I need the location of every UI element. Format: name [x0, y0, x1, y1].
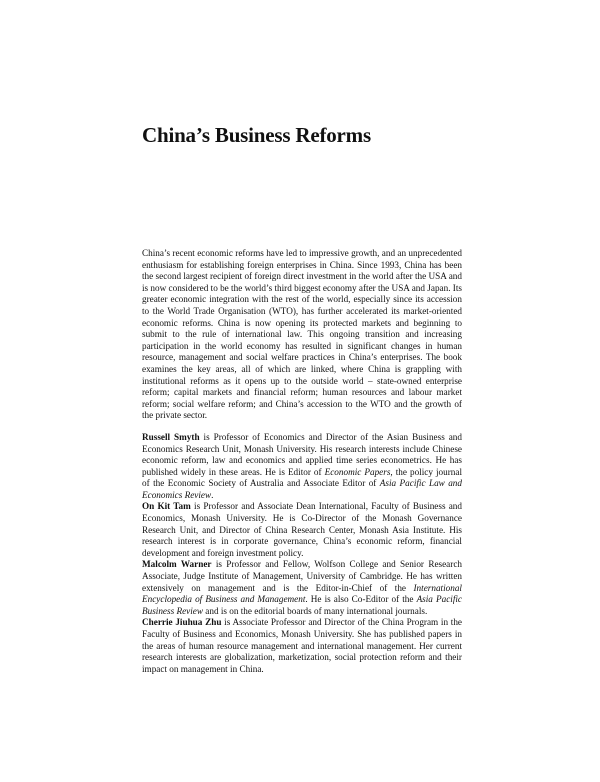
author-name: Russell Smyth [142, 431, 200, 442]
journal-title: Asia Pacific Law and Economics Review [142, 478, 462, 500]
bio-text: , the policy journal of the Economic Society of Australia and Associate Editor of [142, 466, 462, 489]
author-bio-warner [142, 559, 462, 617]
journal-title: Economic Papers [324, 466, 391, 477]
author-bio-smyth [142, 432, 462, 502]
bio-text: is Professor and Associate Dean International, Faculty of Business and Economics, Monash University. He is Co-Director of the Monash Governance Research Unit, and Director of China Research Center, Monash Asia Institute. His research interest is in corporate governance, China’s economic reform, financial development and foreign investment policy. [142, 501, 462, 558]
bio-text: . He is also Co-Editor of the [305, 594, 417, 605]
author-bio-tam [142, 501, 462, 559]
publication-title: International Encyclopedia of Business and Management [142, 582, 462, 605]
author-bio-zhu [142, 617, 462, 675]
journal-title: Asia Pacific Business Review [142, 594, 463, 616]
book-description [142, 248, 462, 675]
author-name: On Kit Tam [142, 501, 191, 512]
author-name: Malcolm Warner [142, 559, 212, 570]
bio-text: . [211, 489, 214, 500]
bio-text: is Professor and Fellow, Wolfson College and Senior Research Associate, Judge Institute of Management, University of Cambridge. He has written extensively on management and is the Editor-in-Chief of the [142, 559, 462, 593]
bio-text: and is on the editorial boards of many international journals. [202, 605, 428, 616]
blurb-paragraph: China’s recent economic reforms have led to impressive growth, and an unprecedented enthusiasm for establishing foreign enterprises in China. Since 1993, China has been the second largest recipient of foreign direct investment in the world after the USA and is now considered to be the world’s third biggest economy after the USA and Japan. Its greater economic integration with the rest of the world, especially since its accession to the World Trade Organisation (WTO), has further accelerated its market-oriented economic reforms. China is now opening its protected markets and beginning to submit to the rule of international law. This ongoing transition and increasing participation in the world economy has resulted in significant changes in human resource, management and social welfare practices in China’s enterprises. The book examines the key areas, all of which are linked, where China is grappling with institutional reforms as it opens up to the outside world – state-owned enterprise reform; capital markets and financial reform; human resources and labour market reform; social welfare reform; and China’s accession to the WTO and the growth of the private sector. [142, 248, 462, 421]
author-name: Cherrie Jiuhua Zhu [142, 617, 222, 628]
bio-text: is Associate Professor and Director of the China Program in the Faculty of Business and Economics, Monash University. She has published papers in the areas of human resource management and international management. Her current research interests are globalization, marketization, social protection reform and their impact on management in China. [142, 617, 462, 674]
book-title: China’s Business Reforms [142, 123, 371, 147]
bio-text: is Professor of Economics and Director of the Asian Business and Economics Research Unit, Monash University. His research interests include Chinese economic reform, law and economics and applied time series econometrics. He has published widely in these areas. He is Editor of [142, 431, 462, 477]
